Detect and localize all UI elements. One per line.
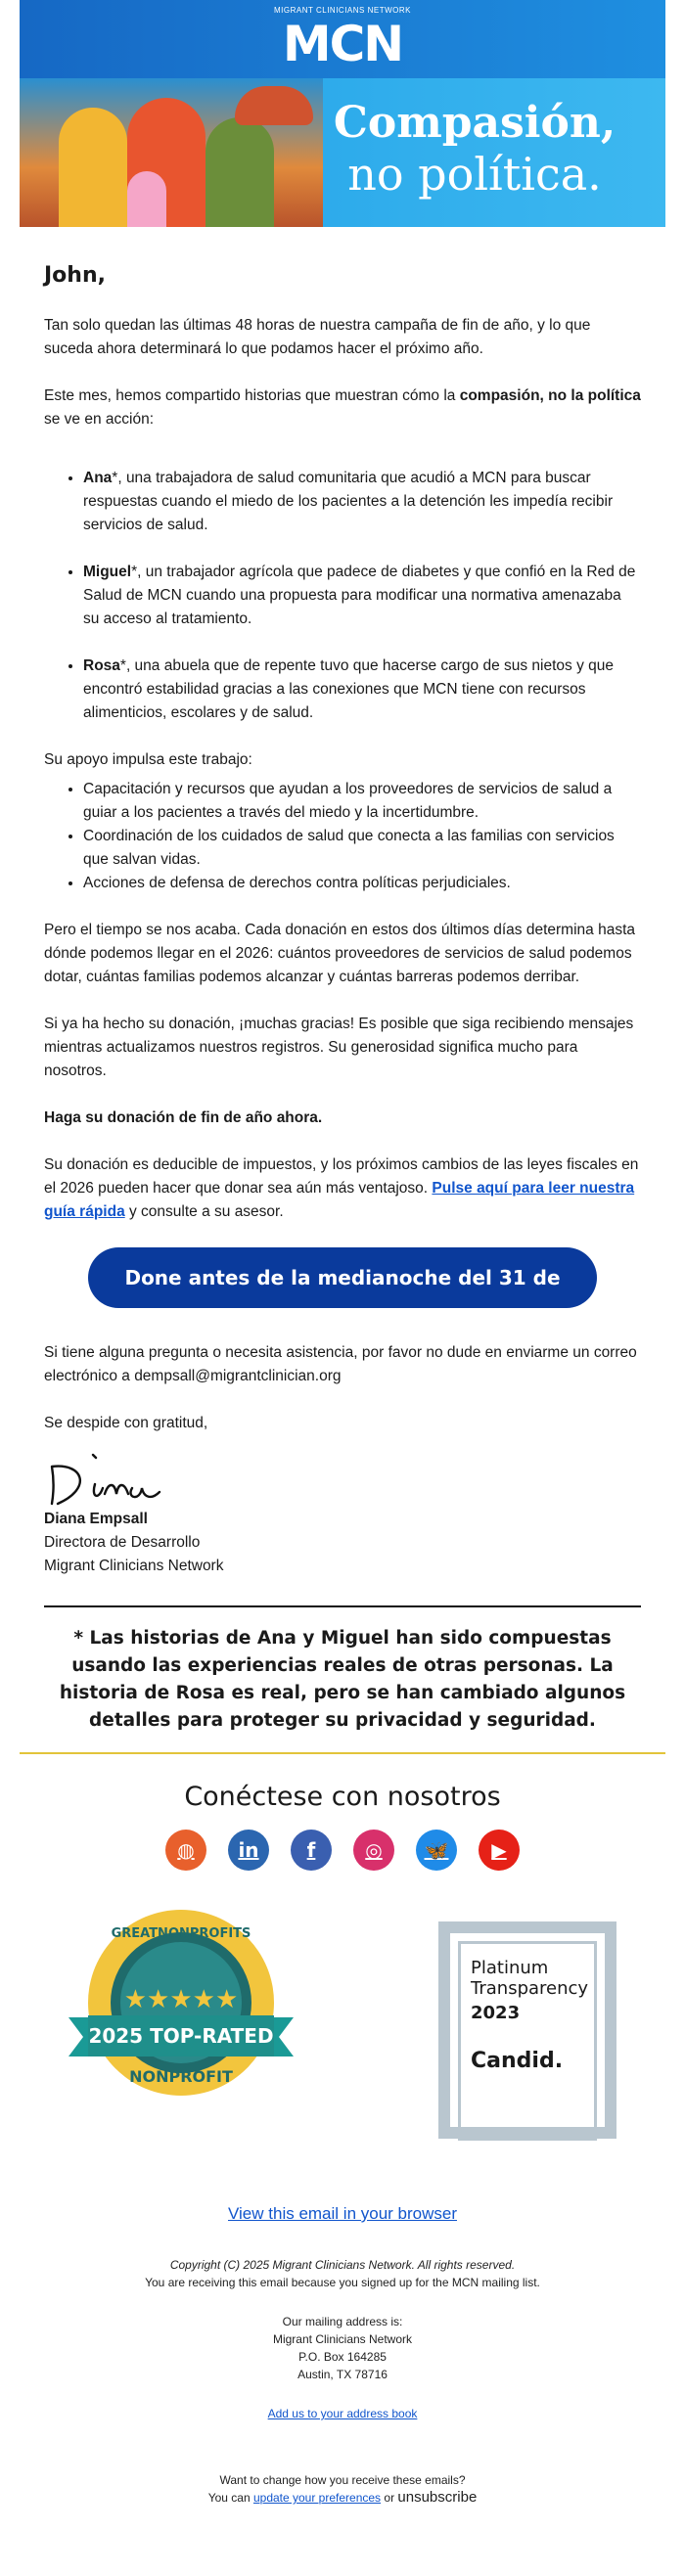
list-item: • Ana*, una trabajadora de salud comunitaria que acudió a MCN para buscar respuestas cuando el miedo de los pacientes a la detención les impedía recibir servicios de salud. (83, 467, 641, 537)
preferences-line: You can update your preferences or unsubscribe (207, 2489, 478, 2506)
disclaimer: * Las historias de Ana y Miguel han sido compuestas usando las experiencias reales de otras personas. La historia de Rosa es real, pero se han cambiado algunos detalles para proteger su privacidad y seguridad. (59, 1628, 626, 1731)
candid-badge[interactable] (438, 1921, 616, 2139)
candid-brand: Candid. (471, 2049, 564, 2073)
intro-paragraph: Tan solo quedan las últimas 48 horas de nuestra campaña de fin de año, y lo que suceda ahora determinará lo que podamos hacer el próximo año. (44, 317, 591, 357)
hero-photo (20, 78, 323, 227)
candid-year: 2023 (471, 2003, 521, 2023)
signer-org: Migrant Clinicians Network (44, 1558, 224, 1574)
svg-text:★★★★★: ★★★★★ (123, 1985, 239, 2014)
signature-image (44, 1449, 641, 1508)
globe-icon[interactable]: ◍ (165, 1830, 206, 1871)
youtube-icon[interactable]: ▶ (479, 1830, 520, 1871)
linkedin-icon[interactable]: in (228, 1830, 269, 1871)
address-box: P.O. Box 164285 (298, 2350, 387, 2364)
email-body (20, 264, 665, 1752)
social-links (20, 1830, 665, 1871)
mcn-logo[interactable]: MCN (282, 16, 403, 72)
address-org: Migrant Clinicians Network (272, 2332, 413, 2346)
email-container (20, 0, 665, 2507)
stories-intro: Este mes, hemos compartido historias que muestran cómo la compasión, no la política se ve en acción: (44, 387, 641, 428)
bluesky-icon[interactable]: 🦋 (416, 1830, 457, 1871)
facebook-icon[interactable]: f (291, 1830, 332, 1871)
contact-paragraph: Si tiene alguna pregunta o necesita asistencia, por favor no dude en enviarme un correo electrónico a dempsall@migrantclinician.org (44, 1344, 637, 1384)
badges-row (20, 1900, 665, 2154)
candid-line-2: Transparency (471, 1978, 589, 1999)
email-footer (20, 2205, 665, 2507)
org-tagline: MIGRANT CLINICIANS NETWORK (274, 6, 411, 15)
stories-list (44, 467, 641, 725)
copyright: Copyright (C) 2025 Migrant Clinicians Network. All rights reserved. (169, 2258, 516, 2272)
support-intro: Su apoyo impulsa este trabajo: (44, 751, 252, 768)
donate-button[interactable]: Done antes de la medianoche del 31 de diciembre (88, 1247, 597, 1308)
list-item: • Miguel*, un trabajador agrícola que padece de diabetes y que confió en la Red de Salud de MCN cuando una propuesta para modificar una normativa amenazaba su acceso al tratamiento. (83, 561, 641, 631)
instagram-icon[interactable]: ◎ (353, 1830, 394, 1871)
greeting: John, (44, 263, 106, 288)
tax-guide-link[interactable]: Pulse aquí para leer nuestra guía rápida (44, 1180, 635, 1220)
urgency-paragraph: Pero el tiempo se nos acaba. Cada donación en estos dos últimos días determina hasta dónde podemos llegar en el 2026: cuántos proveedores de servicios de salud podemos dotar, cuántas familias podemos alcanzar y cuántas barreras podemos derribar. (44, 922, 636, 985)
hero-line-1: Compasión, (333, 98, 616, 148)
change-question: Want to change how you receive these emails? (219, 2473, 466, 2487)
support-list (44, 778, 641, 895)
closing: Se despide con gratitud, (44, 1415, 208, 1431)
hero-headline (313, 98, 636, 201)
donate-heading: Haga su donación de fin de año ahora. (44, 1109, 323, 1126)
list-item: • Capacitación y recursos que ayudan a los proveedores de servicios de salud a guiar a los pacientes a través del miedo y la incertidumbre. (83, 778, 641, 825)
unsubscribe-link[interactable]: unsubscribe (397, 2489, 478, 2506)
update-preferences-link[interactable]: update your preferences (252, 2491, 382, 2505)
greatnonprofits-badge[interactable] (64, 1900, 298, 2125)
thanks-paragraph: Si ya ha hecho su donación, ¡muchas gracias! Es posible que siga recibiendo mensajes mientras actualizamos nuestros registros. Su generosidad significa mucho para nosotros. (44, 1016, 634, 1079)
email-header (20, 0, 665, 78)
candid-line-1: Platinum (471, 1958, 549, 1978)
gnp-top-text: GREATNONPROFITS (111, 1926, 251, 1941)
view-in-browser-link[interactable]: View this email in your browser (228, 2204, 457, 2223)
address-book-link[interactable]: Add us to your address book (267, 2407, 418, 2420)
signer-name: Diana Empsall (44, 1511, 148, 1527)
hero-line-2: no política. (347, 148, 602, 201)
list-item: • Acciones de defensa de derechos contra políticas perjudiciales. (83, 872, 641, 895)
gnp-ribbon-text: 2025 TOP-RATED (88, 2024, 274, 2048)
list-item: • Rosa*, una abuela que de repente tuvo que hacerse cargo de sus nietos y que encontró estabilidad gracias a las conexiones que MCN tiene con recursos alimenticios, escolares y de salud. (83, 655, 641, 725)
address-city: Austin, TX 78716 (297, 2368, 388, 2381)
tax-paragraph: Su donación es deducible de impuestos, y los próximos cambios de las leyes fiscales en el 2026 pueden hacer que donar sea aún más ventajoso. Pulse aquí para leer nuestra guía rápida y consulte a su asesor. (44, 1156, 639, 1220)
gold-divider (20, 1752, 665, 1754)
gnp-bottom-text: NONPROFIT (129, 2067, 233, 2086)
hero-banner (20, 78, 665, 227)
subscription-reason: You are receiving this email because you signed up for the MCN mailing list. (145, 2276, 540, 2289)
connect-heading: Conéctese con nosotros (184, 1782, 501, 1812)
address-label: Our mailing address is: (282, 2315, 403, 2328)
signer-title: Directora de Desarrollo (44, 1534, 201, 1551)
list-item: • Coordinación de los cuidados de salud que conecta a las familias con servicios que salvan vidas. (83, 825, 641, 872)
